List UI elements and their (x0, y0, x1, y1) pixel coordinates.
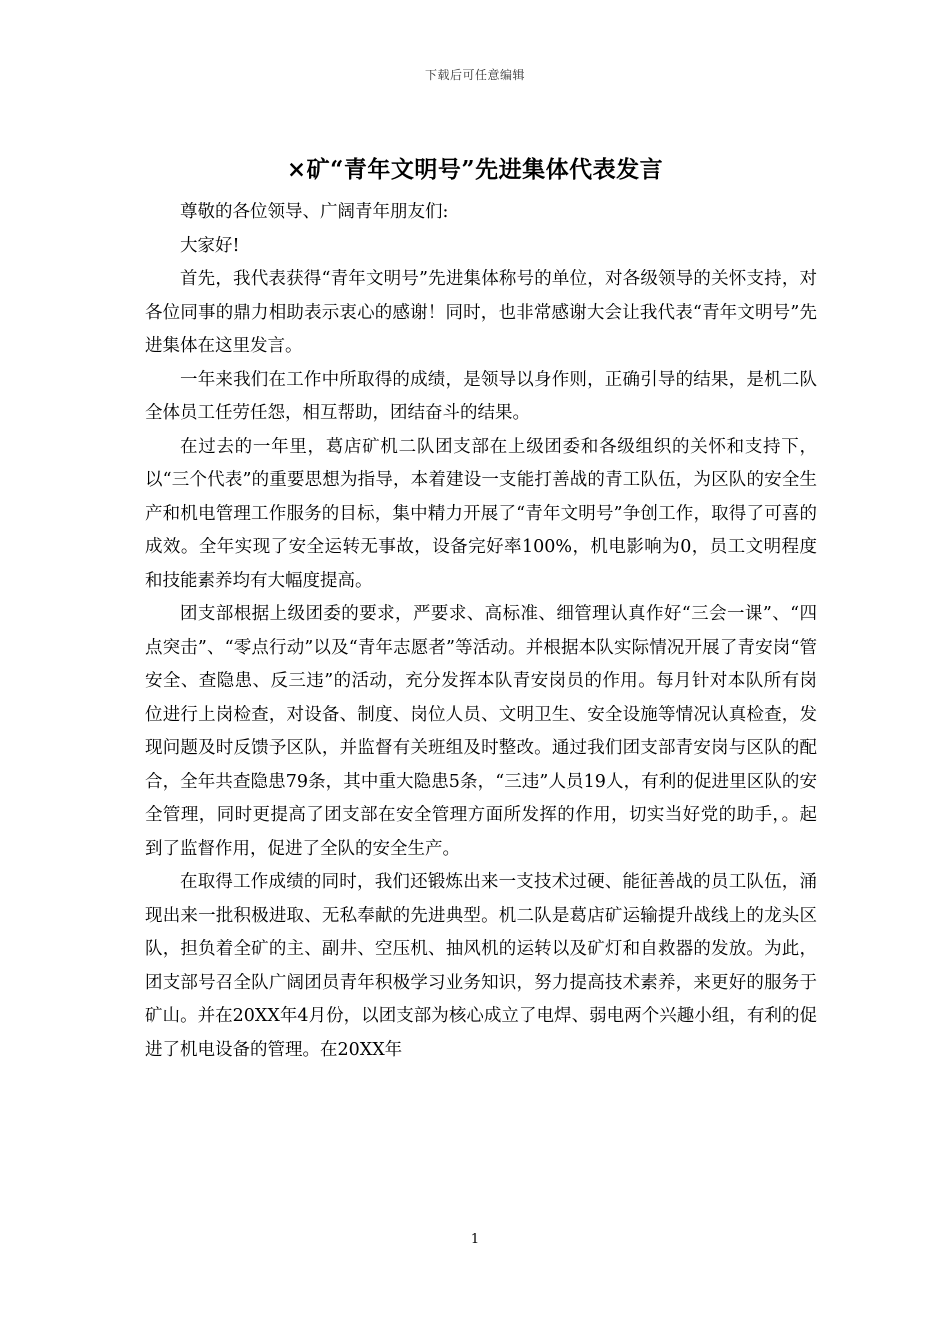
body-paragraph: 团支部根据上级团委的要求，严要求、高标准、细管理认真作好“三会一课”、“四点突击”、“零点行动”以及“青年志愿者”等活动。并根据本队实际情况开展了青安岗“管安全、查隐患、反三违”的活动，充分发挥本队青安岗员的作用。每月针对本队所有岗位进行上岗检查，对设备、制度、岗位人员、文明卫生、安全设施等情况认真检查，发现问题及时反馈予区队，并监督有关班组及时整改。通过我们团支部青安岗与区队的配合，全年共查隐患79条，其中重大隐患5条，“三违”人员19人，有利的促进里区队的安全管理，同时更提高了团支部在安全管理方面所发挥的作用，切实当好党的助手，。起到了监督作用，促进了全队的安全生产。 (145, 604, 817, 859)
body-paragraph: 在过去的一年里，葛店矿机二队团支部在上级团委和各级组织的关怀和支持下，以“三个代表”的重要思想为指导，本着建设一支能打善战的青工队伍，为区队的安全生产和机电管理工作服务的目标，集中精力开展了“青年文明号”争创工作，取得了可喜的成效。全年实现了安全运转无事故，设备完好率100%，机电影响为0，员工文明程度和技能素养均有大幅度提高。 (145, 436, 817, 591)
page-number: 1 (470, 1232, 480, 1247)
body-paragraph: 在取得工作成绩的同时，我们还锻炼出来一支技术过硬、能征善战的员工队伍，涌现出来一批积极进取、无私奉献的先进典型。机二队是葛店矿运输提升战线上的龙头区队，担负着全矿的主、副井、空压机、抽风机的运转以及矿灯和自救器的发放。为此，团支部号召全队广阔团员青年积极学习业务知识，努力提高技术素养，来更好的服务于矿山。并在20XX年4月份，以团支部为核心成立了电焊、弱电两个兴趣小组，有利的促进了机电设备的管理。在20XX年 (145, 872, 817, 1060)
body-paragraph: 一年来我们在工作中所取得的成绩，是领导以身作则，正确引导的结果，是机二队全体员工任劳任怨，相互帮助，团结奋斗的结果。 (145, 369, 817, 423)
body-paragraph: 首先，我代表获得“青年文明号”先进集体称号的单位，对各级领导的关怀支持，对各位同事的鼎力相助表示衷心的感谢！同时，也非常感谢大会让我代表“青年文明号”先进集体在这里发言。 (145, 269, 817, 356)
salutation-paragraph: 尊敬的各位领导、广阔青年朋友们: (180, 202, 449, 222)
greeting-paragraph: 大家好! (180, 235, 240, 256)
header-note: 下载后可任意编辑 (424, 68, 525, 82)
document-body (145, 196, 817, 1067)
document-title: ×矿“青年文明号”先进集体代表发言 (286, 156, 664, 183)
